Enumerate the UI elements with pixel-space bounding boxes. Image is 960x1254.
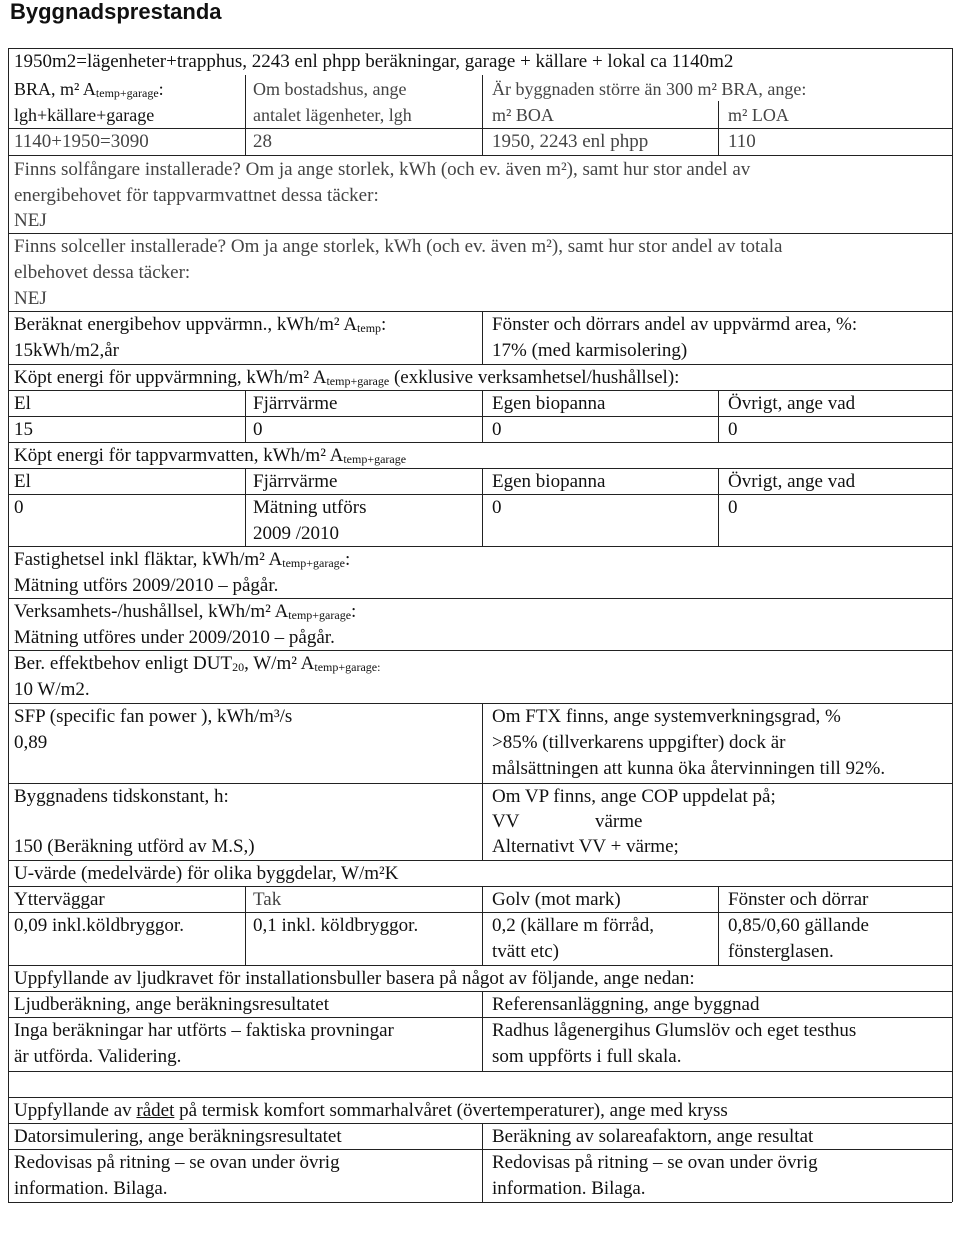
lgh-value: 28 (253, 131, 272, 152)
lgh-label: Om bostadshus, ange (253, 79, 407, 99)
bra-value: 1140+1950=3090 (14, 131, 149, 152)
radet-answer-2b: information. Bilaga. (492, 1178, 646, 1199)
energibehov-label: Beräknat energibehov uppvärmn., kWh/m² $A_{temp}$: (14, 314, 387, 335)
fastighetsel-value: Mätning utförs 2009/2010 – pågår. (14, 575, 279, 596)
effektbehov-label: Ber. effektbehov enligt $DUT_{20}$, W/m² $A_{temp+garage:}$ (14, 653, 381, 674)
radet-solareafaktor: Beräkning av solareafaktorn, ange resultat (492, 1126, 814, 1147)
ljud-answer-2: är utförda. Validering. (14, 1046, 182, 1067)
solceller-question: Finns solceller installerade? Om ja ange storlek, kWh (och ev. även m²), samt hur stor andel av totala (14, 236, 783, 257)
uh-tak: Tak (253, 889, 282, 910)
val2-fjarrvarme: Mätning utförs (253, 497, 367, 518)
solfangare-question: Finns solfångare installerade? Om ja ange storlek, kWh (och ev. även m²), samt hur stor andel av (14, 159, 751, 180)
ljud-referens: Referensanläggning, ange byggnad (492, 994, 760, 1015)
radet-answer-1b: information. Bilaga. (14, 1178, 168, 1199)
uval-golv: 0,2 (källare m förråd, (492, 915, 654, 936)
radet-datorsimulering: Datorsimulering, ange beräkningsresultatet (14, 1126, 342, 1147)
hdr-fjarrvarme: Fjärrvärme (253, 393, 338, 414)
tidskonstant-value: 150 (Beräkning utförd av M.S,) (14, 836, 255, 857)
loa-label: m² LOA (728, 105, 789, 125)
loa-value: 110 (728, 131, 756, 152)
tidskonstant-label: Byggnadens tidskonstant, h: (14, 786, 229, 807)
ljud-label: Uppfyllande av ljudkravet för installationsbuller basera på något av följande, ange nedan: (14, 968, 695, 989)
energibehov-value: 15kWh/m2,år (14, 340, 120, 361)
hdr2-ovrigt: Övrigt, ange vad (728, 471, 856, 492)
solceller-answer: NEJ (14, 288, 47, 309)
effektbehov-value: 10 W/m2. (14, 679, 90, 700)
radet-answer-2: Redovisas på ritning – se ovan under övrig (492, 1152, 818, 1173)
hdr2-el: El (14, 471, 31, 492)
solfangare-question-2: energibehovet för tappvarmvattnet dessa täcker: (14, 185, 379, 206)
hdr-ovrigt: Övrigt, ange vad (728, 393, 856, 414)
hdr2-biopanna: Egen biopanna (492, 471, 606, 492)
fonster-andel-value: 17% (med karmisolering) (492, 340, 688, 361)
bra-300-label: Är byggnaden större än 300 m² BRA, ange: (492, 79, 807, 99)
val-ovrigt: 0 (728, 419, 738, 440)
bra-label-2: lgh+källare+garage (14, 105, 155, 125)
sfp-value: 0,89 (14, 732, 48, 753)
hdr2-fjarrvarme: Fjärrvärme (253, 471, 338, 492)
uval-fonster: 0,85/0,60 gällande (728, 915, 869, 936)
page-title: Byggnadsprestanda (10, 0, 222, 24)
ftx-value-2: målsättningen att kunna öka återvinningen till 92%. (492, 758, 886, 779)
sfp-label: SFP (specific fan power ), kWh/m³/s (14, 706, 293, 727)
ftx-label: Om FTX finns, ange systemverkningsgrad, % (492, 706, 841, 727)
kopt-tappvarmvatten-label: Köpt energi för tappvarmvatten, kWh/m² $A_{temp+garage}$ (14, 445, 407, 466)
vp-vv: VV (492, 811, 520, 832)
kopt-uppvarmning-label: Köpt energi för uppvärmning, kWh/m² $A_{temp+garage}$ (exklusive verksamhetsel/hushållsel): (14, 367, 680, 388)
vp-varme: värme (595, 811, 643, 832)
fastighetsel-label: Fastighetsel inkl fläktar, kWh/m² $A_{temp+garage}$: (14, 549, 351, 570)
uval-ytterväggar: 0,09 inkl.köldbryggor. (14, 915, 184, 936)
ljud-ref-answer: Radhus lågenergihus Glumslöv och eget testhus (492, 1020, 857, 1041)
hdr-el: El (14, 393, 31, 414)
val2-el: 0 (14, 497, 24, 518)
uval-golv-2: tvätt etc) (492, 941, 559, 962)
val-el: 15 (14, 419, 33, 440)
val2-biopanna: 0 (492, 497, 502, 518)
boa-label: m² BOA (492, 105, 554, 125)
radet-answer-1: Redovisas på ritning – se ovan under övrig (14, 1152, 340, 1173)
hdr-biopanna: Egen biopanna (492, 393, 606, 414)
vp-alternativ: Alternativt VV + värme; (492, 836, 679, 857)
uh-fonster: Fönster och dörrar (728, 889, 869, 910)
lgh-label-2: antalet lägenheter, lgh (253, 105, 412, 125)
uvarde-label: U-värde (medelvärde) för olika byggdelar, W/m²K (14, 863, 399, 884)
intro-text: 1950m2=lägenheter+trapphus, 2243 enl phpp beräkningar, garage + källare + lokal ca 1140m2 (14, 51, 734, 72)
bra-label: BRA, m² $A_{temp+garage}$: (14, 79, 164, 100)
ljud-answer: Inga beräkningar har utförts – faktiska provningar (14, 1020, 394, 1041)
val-biopanna: 0 (492, 419, 502, 440)
hushallsel-label: Verksamhets-/hushållsel, kWh/m² $A_{temp+garage}$: (14, 601, 357, 622)
val2-fjarrvarme-2: 2009 /2010 (253, 523, 340, 544)
val-fjarrvarme: 0 (253, 419, 263, 440)
solfangare-answer: NEJ (14, 210, 47, 231)
ljud-ref-answer-2: som uppförts i full skala. (492, 1046, 682, 1067)
solceller-question-2: elbehovet dessa täcker: (14, 262, 191, 283)
ftx-value: >85% (tillverkarens uppgifter) dock är (492, 732, 786, 753)
val2-ovrigt: 0 (728, 497, 738, 518)
boa-value: 1950, 2243 enl phpp (492, 131, 649, 152)
uval-tak: 0,1 inkl. köldbryggor. (253, 915, 419, 936)
vp-label: Om VP finns, ange COP uppdelat på; (492, 786, 776, 807)
ljud-berakning: Ljudberäkning, ange beräkningsresultatet (14, 994, 329, 1015)
uval-fonster-2: fönsterglasen. (728, 941, 834, 962)
hushallsel-value: Mätning utföres under 2009/2010 – pågår. (14, 627, 335, 648)
radet-label: Uppfyllande av rådet på termisk komfort sommarhalvåret (övertemperaturer), ange med kryss (14, 1100, 728, 1121)
uh-golv: Golv (mot mark) (492, 889, 621, 910)
fonster-andel-label: Fönster och dörrars andel av uppvärmd area, %: (492, 314, 858, 335)
uh-ytterväggar: Ytterväggar (14, 889, 105, 910)
